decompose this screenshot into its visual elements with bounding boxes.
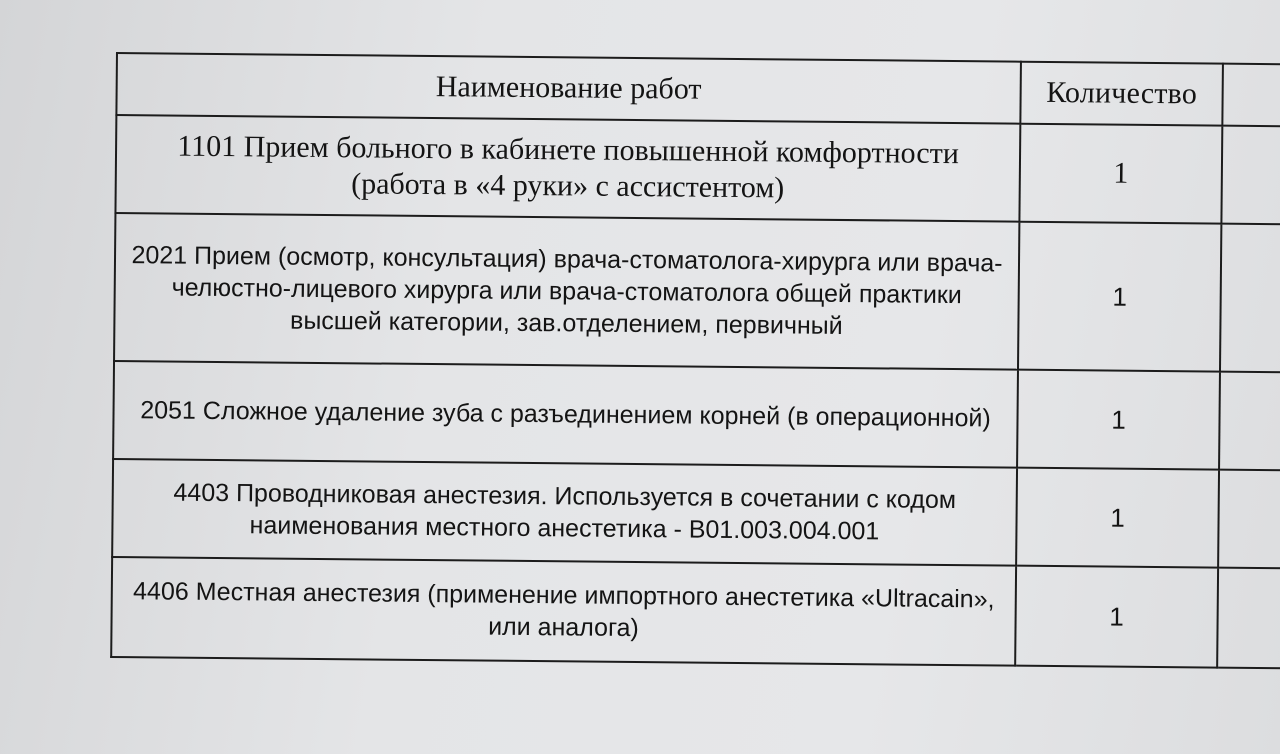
service-name-cell xyxy=(113,361,1018,468)
table-row xyxy=(115,115,1280,224)
header-extra xyxy=(1222,64,1280,127)
table-row xyxy=(111,557,1280,668)
header-quantity: Количество xyxy=(1020,62,1223,126)
header-name: Наименование работ xyxy=(116,53,1021,124)
service-quantity: 1 xyxy=(1017,370,1220,470)
extra-cell xyxy=(1220,224,1280,373)
table-header-row xyxy=(116,53,1280,126)
extra-cell xyxy=(1221,126,1280,225)
service-name-cell xyxy=(114,213,1019,370)
extra-cell xyxy=(1217,568,1280,669)
service-quantity: 1 xyxy=(1019,124,1222,224)
service-quantity: 1 xyxy=(1016,468,1219,568)
service-name: 2021 Прием (осмотр, консультация) врача-стоматолога-хирурга или врача-челюстно-лицевого хирурга или врача-стоматолога общей практики высшей категории, зав.отделением, первичный xyxy=(131,241,1003,340)
service-name-cell xyxy=(115,115,1020,222)
table-row xyxy=(114,213,1280,372)
service-name: 2051 Сложное удаление зуба с разъединением корней (в операционной) xyxy=(140,396,991,433)
service-quantity: 1 xyxy=(1015,566,1218,668)
service-name-cell xyxy=(111,557,1016,666)
service-name: 4403 Проводниковая анестезия. Используется в сочетании с кодом наименования местного анестетика - B01.003.004.001 xyxy=(173,478,957,546)
service-quantity: 1 xyxy=(1018,222,1221,372)
table-row xyxy=(113,361,1280,470)
service-name: 1101 Прием больного в кабинете повышенной комфортности (работа в «4 руки» с ассистентом) xyxy=(177,129,960,205)
table-row xyxy=(112,459,1280,568)
extra-cell xyxy=(1219,372,1280,471)
extra-cell xyxy=(1218,470,1280,569)
services-table xyxy=(110,52,1280,669)
service-name: 4406 Местная анестезия (применение импортного анестетика «Ultracain», или аналога) xyxy=(132,577,995,643)
service-name-cell xyxy=(112,459,1017,566)
